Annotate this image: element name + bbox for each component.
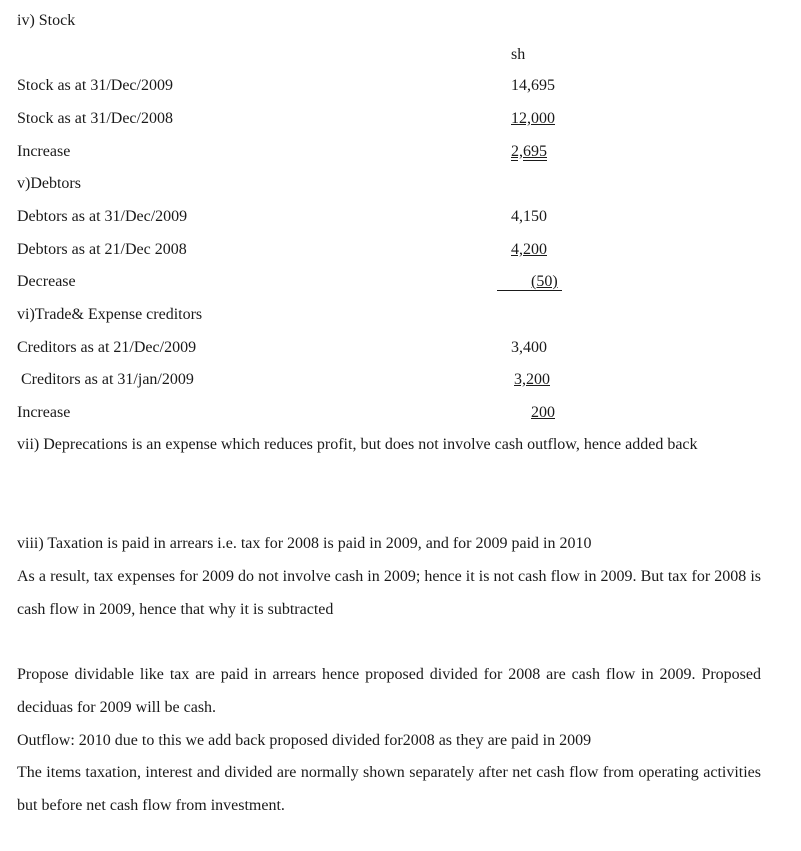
creditors-increase-label: Increase (17, 404, 71, 421)
debtors-decrease-rule (497, 290, 562, 291)
dividends-note-3: The items taxation, interest and divided are normally shown separately after net cash flow from operating activities but before net cash flow from investment. (17, 764, 761, 814)
debtors-decrease-label: Decrease (17, 273, 76, 290)
creditors-2009-label: Creditors as at 21/Dec/2009 (17, 339, 197, 356)
stock-heading: iv) Stock (17, 12, 76, 29)
currency-unit: sh (511, 46, 526, 63)
taxation-note-2: As a result, tax expenses for 2009 do not involve cash in 2009; hence it is not cash flow in 2009. But tax for 2008 is cash flow in 2009, hence that why it is subtracted (17, 568, 761, 618)
creditors-jan-2009-value: 3,200 (514, 371, 550, 388)
debtors-2009-label: Debtors as at 31/Dec/2009 (17, 208, 188, 225)
creditors-2009-value: 3,400 (511, 339, 547, 356)
depreciation-note: vii) Deprecations is an expense which reduces profit, but does not involve cash outflow, hence added back (17, 436, 698, 453)
taxation-note-1: viii) Taxation is paid in arrears i.e. tax for 2008 is paid in 2009, and for 2009 paid in 2010 (17, 535, 592, 552)
stock-increase-value: 2,695 (511, 143, 547, 160)
stock-2009-label: Stock as at 31/Dec/2009 (17, 77, 173, 94)
dividends-note-1: Propose dividable like tax are paid in arrears hence proposed divided for 2008 are cash flow in 2009. Proposed deciduas for 2009 will be cash. (17, 666, 761, 716)
debtors-2008-value: 4,200 (511, 241, 547, 258)
debtors-2008-label: Debtors as at 21/Dec 2008 (17, 241, 187, 258)
debtors-decrease-value: (50) (531, 273, 558, 290)
debtors-heading: v)Debtors (17, 175, 81, 192)
creditors-heading: vi)Trade& Expense creditors (17, 306, 203, 323)
stock-2008-label: Stock as at 31/Dec/2008 (17, 110, 173, 127)
stock-increase-label: Increase (17, 143, 71, 160)
creditors-jan-2009-label: Creditors as at 31/jan/2009 (17, 371, 194, 388)
dividends-note-2: Outflow: 2010 due to this we add back proposed divided for2008 as they are paid in 2009 (17, 732, 592, 749)
stock-2008-value: 12,000 (511, 110, 555, 127)
stock-2009-value: 14,695 (511, 77, 555, 94)
debtors-2009-value: 4,150 (511, 208, 547, 225)
creditors-increase-value: 200 (531, 404, 555, 421)
